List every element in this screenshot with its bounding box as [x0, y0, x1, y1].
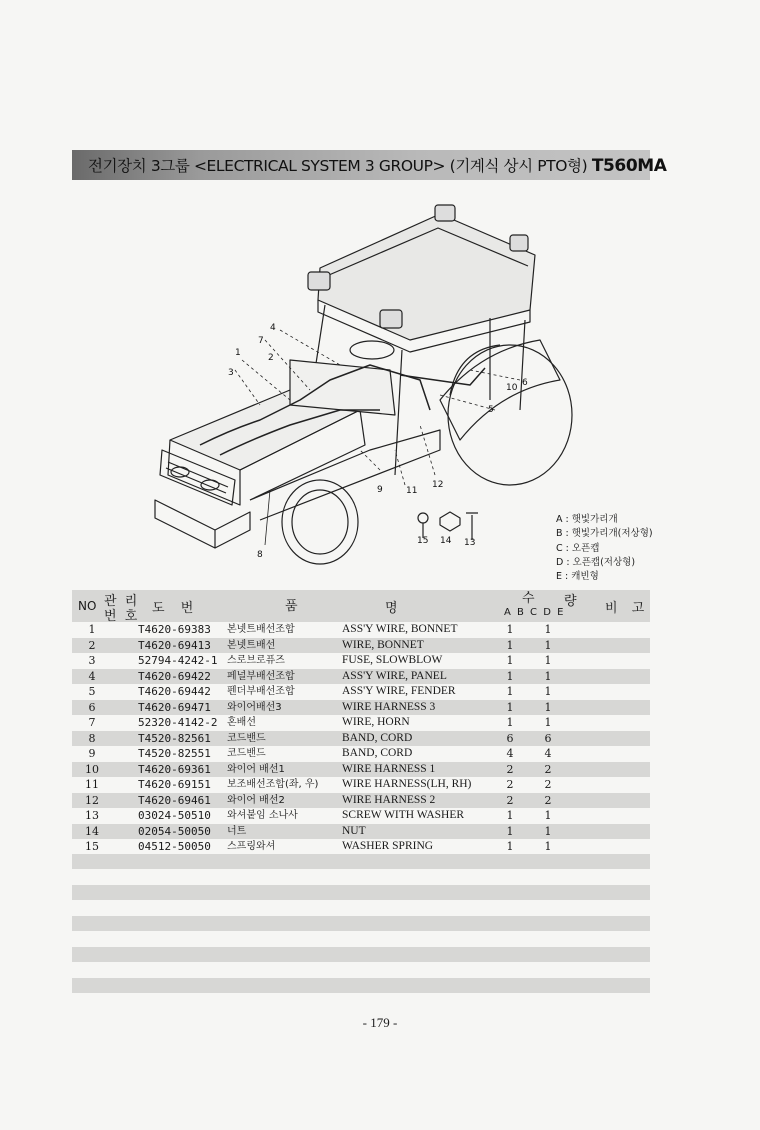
row-name-kr: 본넷트배선: [227, 639, 276, 651]
row-name-en: WIRE HARNESS 1: [342, 762, 436, 775]
row-name-en: ASS'Y WIRE, PANEL: [342, 669, 447, 682]
row-name-en: ASS'Y WIRE, FENDER: [342, 685, 456, 697]
callout-3: 3: [228, 368, 234, 378]
tractor-wiring-diagram: [140, 200, 580, 575]
roof-lamp-rear-right: [510, 235, 528, 251]
row-qty-c: 2: [544, 778, 552, 791]
header-no: NO: [78, 599, 97, 613]
header-qty-letters: A B C D E: [504, 607, 564, 618]
callout-4: 4: [270, 323, 276, 333]
legend-item: A : 햇빛가리개: [556, 514, 618, 525]
row-name-kr: 코드밴드: [227, 748, 266, 759]
table-row: [72, 653, 650, 669]
row-no: 14: [85, 824, 99, 838]
legend-item: B : 햇빛가리개(저상형): [556, 528, 653, 540]
table-row: [72, 700, 650, 716]
row-name-en: WIRE HARNESS(LH, RH): [342, 778, 472, 790]
row-no: 7: [88, 716, 96, 729]
row-no: 13: [85, 809, 99, 822]
table-row: [72, 715, 650, 731]
callout-15: 15: [417, 536, 429, 546]
row-qty-c: 6: [544, 731, 552, 745]
table-row: [72, 824, 650, 840]
row-qty-c: 1: [544, 700, 552, 714]
row-name-en: FUSE, SLOWBLOW: [342, 654, 443, 666]
row-name-en: WIRE HARNESS 2: [342, 793, 436, 806]
row-qty-a: 1: [506, 716, 514, 729]
row-name-en: WASHER SPRING: [342, 840, 434, 852]
table-row: [72, 684, 650, 700]
row-no: 15: [85, 840, 99, 853]
row-name-kr: 페널부배선조합: [227, 670, 295, 682]
row-part-number: 52320-4142-2: [138, 716, 218, 729]
row-qty-c: 1: [544, 685, 552, 698]
callout-5: 5: [488, 405, 494, 415]
table-header: [72, 590, 650, 622]
row-name-kr: 펜더부배선조합: [227, 686, 295, 697]
row-no: 4: [88, 669, 96, 683]
nut-part: [440, 512, 460, 531]
screw-part: [466, 513, 478, 540]
callout-6: 6: [522, 378, 528, 388]
row-no: 5: [88, 685, 96, 698]
front-weights: [155, 500, 215, 548]
row-qty-c: 1: [544, 654, 552, 667]
callout-9: 9: [377, 485, 383, 495]
header-qty-top-left: 수: [522, 591, 535, 606]
header-mgmt-top: 관 리: [104, 594, 140, 609]
row-no: 11: [85, 778, 99, 791]
row-band: [72, 978, 650, 993]
row-name-kr: 코드밴드: [227, 732, 266, 744]
row-name-en: NUT: [342, 824, 366, 837]
row-part-number: 03024-50510: [138, 809, 211, 822]
callout-7: 7: [258, 336, 264, 346]
row-part-number: T4620-69422: [138, 669, 211, 683]
row-part-number: T4620-69361: [138, 762, 211, 776]
roof-lamp-right: [380, 310, 402, 328]
row-qty-a: 4: [506, 747, 514, 760]
callout-2: 2: [268, 353, 274, 363]
row-qty-c: 1: [544, 716, 552, 729]
row-band: [72, 885, 650, 900]
washer-part: [418, 513, 428, 523]
row-name-kr: 와이어 배선1: [227, 763, 285, 775]
row-name-kr: 혼배선: [227, 717, 256, 728]
row-part-number: T4620-69151: [138, 778, 211, 791]
parts-table: [72, 622, 650, 855]
row-qty-a: 2: [506, 778, 514, 791]
table-row: [72, 622, 650, 638]
row-qty-c: 1: [544, 669, 552, 683]
row-no: 6: [88, 700, 96, 714]
row-qty-a: 1: [506, 840, 514, 853]
row-qty-a: 6: [506, 731, 514, 745]
row-qty-a: 1: [506, 809, 514, 822]
row-no: 12: [85, 793, 99, 807]
legend-item: C : 오픈캡: [556, 542, 600, 554]
table-row: [72, 731, 650, 747]
row-no: 2: [88, 638, 96, 652]
front-wheel: [282, 480, 358, 564]
row-qty-a: 1: [506, 654, 514, 667]
header-name-left: 품: [285, 599, 298, 614]
row-name-kr: 스프링와셔: [227, 841, 276, 852]
page-number: - 179 -: [362, 1015, 398, 1030]
row-name-kr: 와이어배선3: [227, 701, 282, 713]
model-name: T560MA: [591, 156, 667, 176]
table-row: [72, 669, 650, 685]
row-name-en: WIRE HARNESS 3: [342, 700, 436, 713]
row-name-kr: 스로브로퓨즈: [227, 655, 285, 666]
row-name-kr: 와셔붙임 소나사: [227, 810, 298, 821]
row-qty-c: 1: [544, 840, 552, 853]
row-no: 3: [88, 654, 96, 667]
row-band: [72, 947, 650, 962]
row-qty-c: 2: [544, 793, 552, 807]
row-qty-a: 1: [506, 623, 514, 636]
variant-legend: [556, 513, 666, 584]
row-name-kr: 와이어 배선2: [227, 794, 285, 806]
row-qty-a: 1: [506, 685, 514, 698]
row-no: 1: [88, 623, 96, 636]
row-qty-a: 1: [506, 824, 514, 838]
row-part-number: T4620-69442: [138, 685, 211, 698]
row-name-kr: 보조배선조합(좌, 우): [227, 779, 319, 790]
header-mgmt-bottom: 번 호: [104, 609, 140, 624]
callout-11: 11: [406, 486, 418, 496]
header-name-right: 명: [385, 601, 398, 616]
row-qty-c: 1: [544, 809, 552, 822]
row-part-number: T4620-69471: [138, 700, 211, 714]
callout-1: 1: [235, 348, 241, 358]
row-qty-a: 1: [506, 700, 514, 714]
row-name-en: ASS'Y WIRE, BONNET: [342, 623, 458, 635]
row-name-kr: 본넷트배선조합: [227, 624, 295, 635]
row-part-number: T4520-82551: [138, 747, 211, 760]
row-qty-a: 2: [506, 762, 514, 776]
row-no: 10: [85, 762, 99, 776]
table-row: [72, 762, 650, 778]
row-no: 9: [88, 747, 96, 760]
row-qty-c: 1: [544, 638, 552, 652]
row-qty-a: 2: [506, 793, 514, 807]
roof-lamp-rear: [435, 205, 455, 221]
row-name-en: WIRE, HORN: [342, 716, 410, 728]
row-part-number: 04512-50050: [138, 840, 211, 853]
header-remarks: 비 고: [605, 601, 650, 616]
row-name-kr: 너트: [227, 825, 247, 837]
row-qty-c: 2: [544, 762, 552, 776]
row-name-en: WIRE, BONNET: [342, 638, 424, 651]
row-qty-c: 4: [544, 747, 552, 760]
row-qty-c: 1: [544, 824, 552, 838]
callout-12: 12: [432, 480, 444, 490]
row-name-en: BAND, CORD: [342, 731, 413, 744]
row-no: 8: [88, 731, 96, 745]
row-part-number: 52794-4242-1: [138, 654, 218, 667]
row-qty-a: 1: [506, 638, 514, 652]
callout-8: 8: [257, 550, 263, 560]
table-row: [72, 793, 650, 809]
header-qty-top-right: 량: [564, 594, 577, 609]
callout-13: 13: [464, 538, 476, 548]
row-part-number: T4520-82561: [138, 731, 211, 745]
row-part-number: T4620-69461: [138, 793, 211, 807]
row-part-number: T4620-69383: [138, 623, 211, 636]
table-row: [72, 746, 650, 762]
title-text: 전기장치 3그룹 <ELECTRICAL SYSTEM 3 GROUP> (기계식 상시 PTO형): [88, 157, 588, 175]
legend-item: D : 오픈캡(저상형): [556, 556, 636, 568]
table-row: [72, 777, 650, 793]
row-part-number: 02054-50050: [138, 824, 211, 838]
row-band: [72, 854, 650, 869]
callout-10: 10: [506, 383, 518, 393]
legend-item: E : 캐빈형: [556, 571, 599, 583]
callout-14: 14: [440, 536, 452, 546]
page-title: [88, 154, 667, 178]
row-part-number: T4620-69413: [138, 638, 211, 652]
row-name-en: SCREW WITH WASHER: [342, 809, 465, 821]
row-qty-c: 1: [544, 623, 552, 636]
roof-lamp-left: [308, 272, 330, 290]
table-row: [72, 808, 650, 824]
row-qty-a: 1: [506, 669, 514, 683]
row-name-en: BAND, CORD: [342, 747, 413, 759]
header-drawing: 도 번: [152, 601, 200, 616]
table-row: [72, 839, 650, 855]
table-row: [72, 638, 650, 654]
steering-wheel: [350, 341, 394, 359]
row-band: [72, 916, 650, 931]
